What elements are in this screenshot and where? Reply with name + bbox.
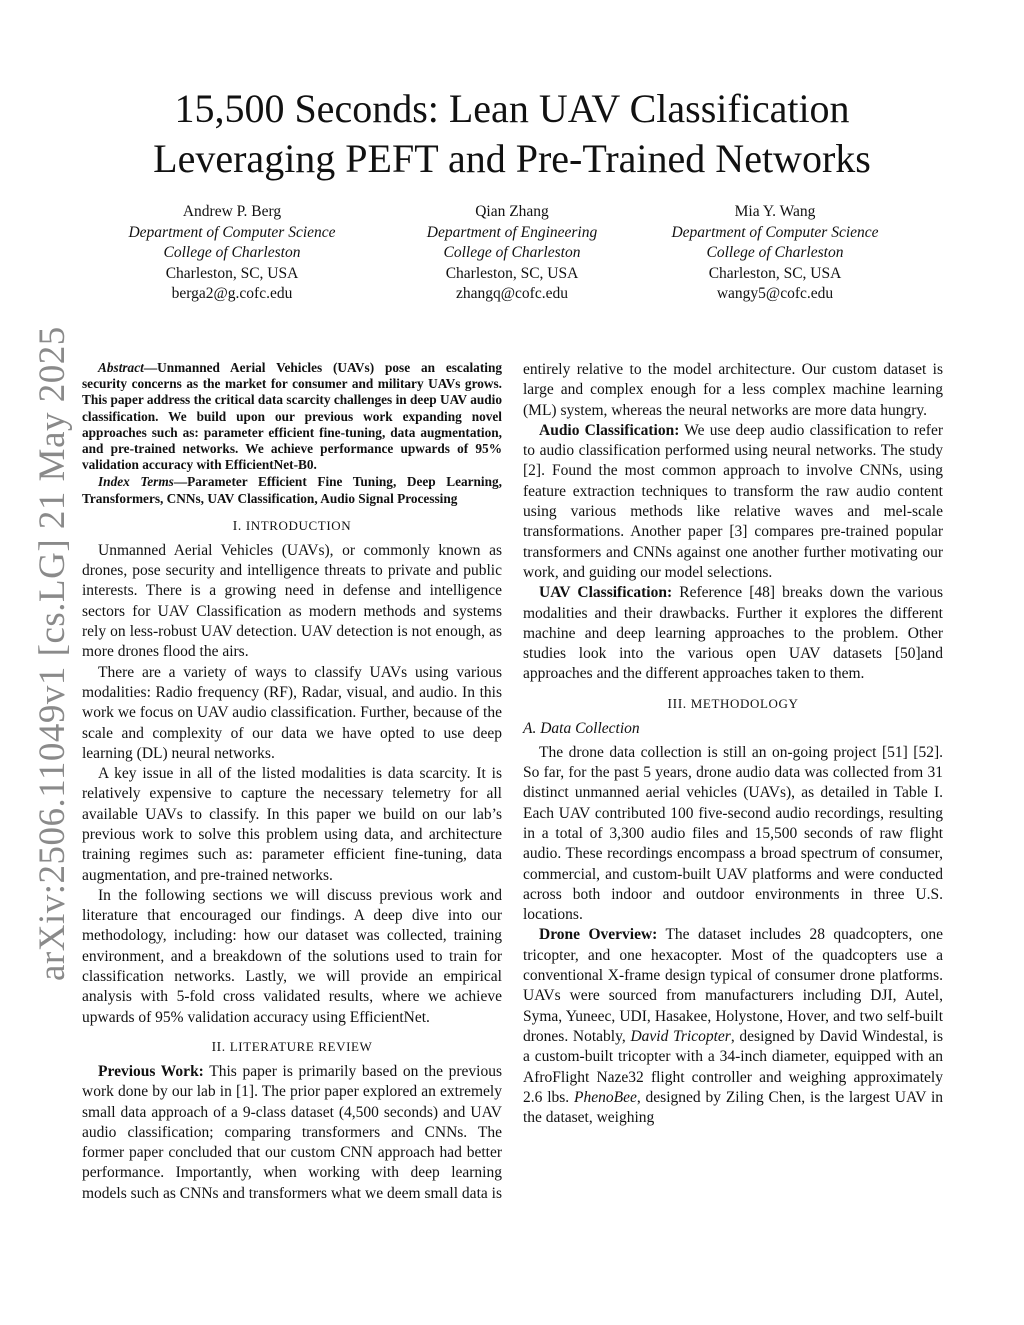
previous-work-paragraph [82, 1062, 502, 1204]
paragraph-text: Reference [48] breaks down the various modalities and their drawbacks. Further it explores the different machine and deep learning approaches to the problem. Other studies look into the various open UAV datasets [50]and approaches and the different approaches taken to them. [523, 584, 943, 683]
author-location: Charleston, SC, USA [445, 264, 579, 282]
arxiv-identifier: arXiv:2506.11049v1 [cs.LG] 21 May 2025 [32, 326, 73, 981]
paragraph-heading: Audio Classification: [539, 421, 680, 439]
data-collection-paragraph: The drone data collection is still an on-going project [51] [52]. So far, for the past 5 years, drone audio data was collected from 31 distinct unmanned aerial vehicles (UAVs), as detailed in Table I. Each UAV contributed 100 five-second audio recordings, resulting in a total of 3,300 audio files and 15,500 seconds of raw flight audio. These recordings encompass a broad spectrum of consumer, commercial, and custom-built UAV platforms and were conducted across both indoor and outdoor environments in three U.S. locations. [523, 743, 943, 924]
intro-paragraph-1: Unmanned Aerial Vehicles (UAVs), or commonly known as drones, pose security and intelligence threats to private and public interests. There is a growing need in defense and intelligence sectors for UAV Classification as modern methods and systems rely on less-robust UAV detection. UAV detection is not enough, as more drones flood the airs. [82, 541, 502, 661]
title-line-1: 15,500 Seconds: Lean UAV Classification [174, 86, 850, 131]
author-location: Charleston, SC, USA [165, 264, 299, 282]
abstract-label: Abstract [98, 360, 144, 375]
author-name: Andrew P. Berg [182, 203, 282, 220]
drone-overview-paragraph: Drone Overview: The dataset includes 28 quadcopters, one tricopter, and one hexacopter. Most of the quadcopters use a conventional X-frame design typical of consumer drone platforms. UAVs were sourced from manufacturers including DJI, Autel, Syma, Yuneec, UDI, Hasakee, Holystone, Hover, and two self-built drones. Notably, David Tricopter, designed by David Windestal, is a custom-built tricopter with a 34-inch diameter, equipped with an AfroFlight Naze32 flight controller and weighing approximately 2.6 lbs. PhenoBee, designed by Ziling Chen, is the largest UAV in the dataset, weighing [523, 926, 943, 1127]
section-number: II. [211, 1038, 226, 1054]
drone-name: PhenoBee [574, 1088, 637, 1106]
author-location: Charleston, SC, USA [708, 264, 842, 282]
drone-name: David Tricopter [630, 1027, 731, 1045]
title-line-2: Leveraging PEFT and Pre-Trained Networks [153, 136, 871, 181]
right-column [523, 360, 943, 1128]
arxiv-sidebar [10, 326, 73, 1000]
author-email: berga2@g.cofc.edu [171, 285, 293, 302]
uav-classification-paragraph [523, 583, 943, 684]
intro-paragraph-4: In the following sections we will discuss previous work and literature that encouraged our findings. A deep dive into our methodology, including: how our dataset was collected, training environment, and a breakdown of the solutions used to train for classification networks. Lastly, we will provide an empirical analysis with 5-fold cross validated results, where we achieve upwards of 95% validation accuracy using EfficientNet. [82, 886, 502, 1026]
section-number: I. [232, 517, 242, 533]
subsection-data-collection: A. Data Collection [523, 719, 640, 737]
author-college: College of Charleston [443, 244, 581, 261]
section-heading-introduction [82, 516, 502, 536]
paragraph-heading: Previous Work: [98, 1062, 204, 1080]
author-college: College of Charleston [706, 244, 844, 261]
author-2 [382, 202, 642, 305]
author-college: College of Charleston [163, 244, 301, 261]
paragraph-text: We use deep audio classification to refer to audio classification performed using neural networks. The study [2]. Found the most common approach to involve CNNs, using feature extraction techniques to transform the raw audio content using various methods like relative waves and mel-scale transformations. Another paper [3] compares pre-trained popular transformers and CNNs against one another further motivating our work, and guiding our model selections. [523, 421, 944, 581]
author-1 [102, 202, 362, 305]
section-number: III. [667, 695, 687, 711]
paragraph-heading: Drone Overview: [539, 926, 658, 944]
section-heading-methodology [523, 694, 943, 714]
author-email: zhangq@cofc.edu [456, 285, 568, 302]
author-email: wangy5@cofc.edu [716, 285, 834, 302]
author-department: Department of Computer Science [128, 223, 336, 241]
abstract [82, 360, 502, 473]
index-terms [82, 474, 502, 506]
left-column [82, 360, 502, 1204]
author-name: Qian Zhang [475, 203, 549, 220]
abstract-text: —Unmanned Aerial Vehicles (UAVs) pose an escalating security concerns as the market for consumer and military UAVs grows. This paper address the critical data scarcity challenges in deep UAV audio classification. We build upon our previous work expanding novel approaches such as: parameter efficient fine-tuning, data augmentation, and pre-trained networks. We achieve performance upwards of 95% validation accuracy with EfficientNet-B0. [82, 360, 502, 473]
section-title: LITERATURE REVIEW [229, 1038, 373, 1054]
section-title: METHODOLOGY [690, 695, 799, 711]
index-terms-label: Index Terms [98, 474, 174, 490]
section-heading-literature-review [82, 1037, 502, 1057]
intro-paragraph-2: There are a variety of ways to classify UAVs using various modalities: Radio frequency (RF), Radar, visual, and audio. In this work we focus on UAV audio classification. Further, because of the scale and complexity of our data we have opted to use deep learning (DL) neural networks. [82, 663, 502, 762]
previous-work-continued [523, 360, 943, 421]
intro-paragraph-3: A key issue in all of the listed modalities is data scarcity. It is relatively expensive to capture the necessary telemetry for all available UAVs to classify. In this paper we build on our lab’s previous work to solve this problem using data, and architecture training regimes such as: parameter efficient fine-tuning, data augmentation, and pre-trained networks. [82, 765, 502, 884]
audio-classification-paragraph [523, 421, 943, 583]
author-name: Mia Y. Wang [734, 203, 816, 220]
index-terms-text: —Parameter Efficient Fine Tuning, Deep Learning, Transformers, CNNs, UAV Classification, Audio Signal Processing [82, 474, 502, 506]
author-department: Department of Computer Science [671, 223, 879, 241]
author-department: Department of Engineering [426, 223, 598, 241]
section-title: INTRODUCTION [245, 517, 352, 533]
paragraph-heading: UAV Classification: [539, 584, 673, 602]
paper-title [100, 84, 924, 184]
paragraph-text: This paper is primarily based on the previous work done by our lab in [1]. The prior paper explored an extremely small data approach of a 9-class dataset (4,500 seconds) and UAV audio classification; comparing transformers and CNNs. The former paper concluded that our custom CNN approach had better performance. Importantly, when working with deep learning models such as CNNs and transformers what we deem small data is [82, 1062, 502, 1202]
previous-work-paragraph-continued: entirely relative to the model architecture. Our custom dataset is large and complex enough for a less complex machine learning (ML) system, whereas the neural networks are more data hungry. [523, 360, 943, 419]
author-3 [645, 202, 905, 305]
